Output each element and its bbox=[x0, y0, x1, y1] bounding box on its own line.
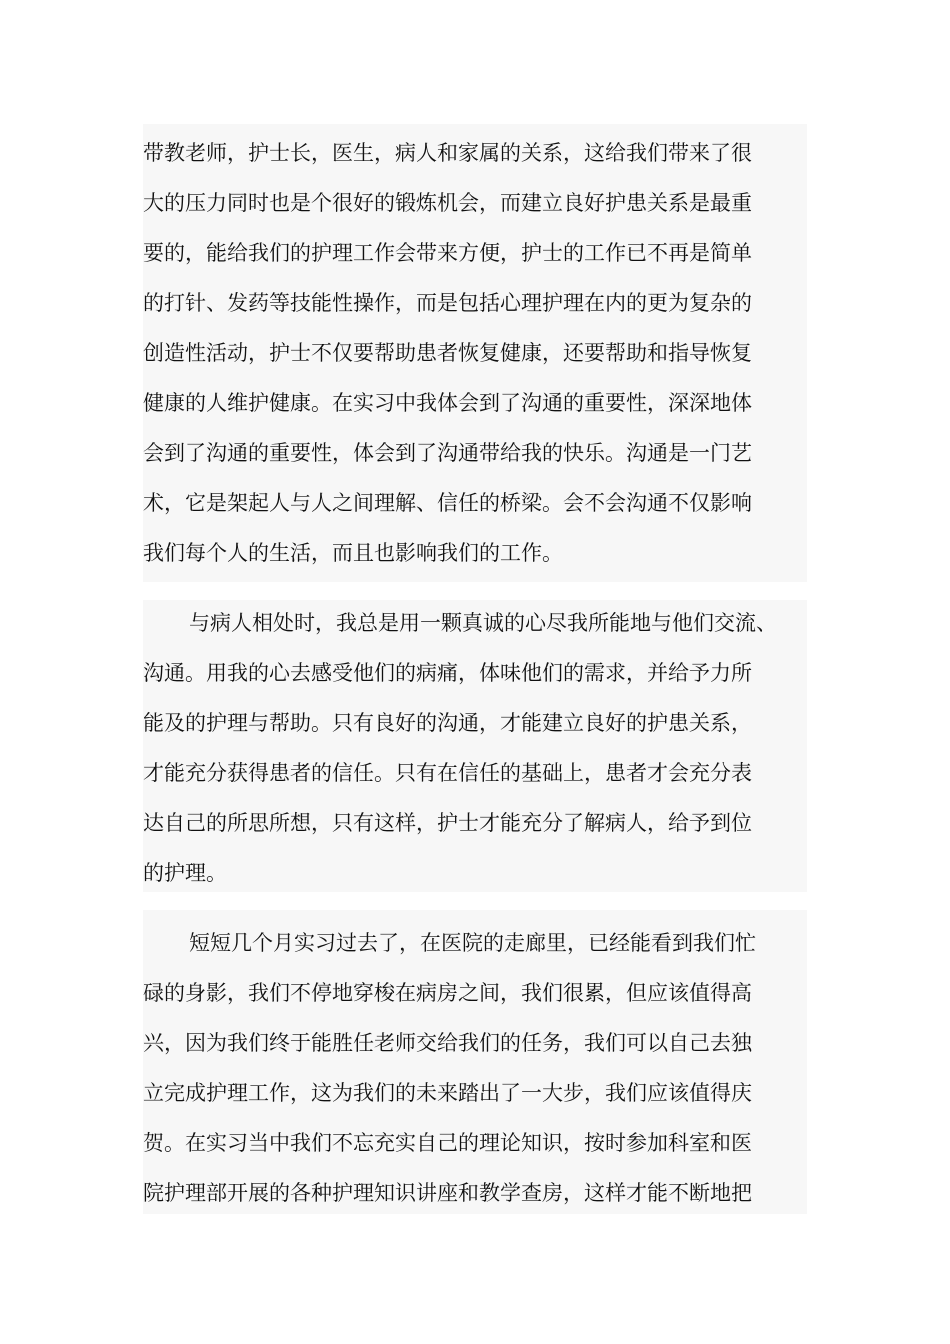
paragraph-3-line-3: 兴，因为我们终于能胜任老师交给我们的任务，我们可以自己去独 bbox=[143, 1031, 752, 1055]
paragraph-2-line-5: 达自己的所思所想，只有这样，护士才能充分了解病人，给予到位 bbox=[143, 811, 752, 835]
paragraph-1-line-2: 大的压力同时也是个很好的锻炼机会，而建立良好护患关系是最重 bbox=[143, 191, 752, 215]
paragraph-1-line-8: 术，它是架起人与人之间理解、信任的桥梁。会不会沟通不仅影响 bbox=[143, 491, 752, 515]
paragraph-1-line-1: 带教老师，护士长，医生，病人和家属的关系，这给我们带来了很 bbox=[143, 141, 752, 165]
paragraph-3-line-6: 院护理部开展的各种护理知识讲座和教学查房，这样才能不断地把 bbox=[143, 1181, 752, 1205]
paragraph-2-background bbox=[143, 600, 807, 892]
paragraph-1-line-7: 会到了沟通的重要性，体会到了沟通带给我的快乐。沟通是一门艺 bbox=[143, 441, 752, 465]
paragraph-2-line-3: 能及的护理与帮助。只有良好的沟通，才能建立良好的护患关系， bbox=[143, 711, 752, 735]
paragraph-1-line-5: 创造性活动，护士不仅要帮助患者恢复健康，还要帮助和指导恢复 bbox=[143, 341, 752, 365]
paragraph-2-line-4: 才能充分获得患者的信任。只有在信任的基础上，患者才会充分表 bbox=[143, 761, 752, 785]
paragraph-1-line-4: 的打针、发药等技能性操作，而是包括心理护理在内的更为复杂的 bbox=[143, 291, 752, 315]
paragraph-1-line-6: 健康的人维护健康。在实习中我体会到了沟通的重要性，深深地体 bbox=[143, 391, 752, 415]
paragraph-3-line-4: 立完成护理工作，这为我们的未来踏出了一大步，我们应该值得庆 bbox=[143, 1081, 752, 1105]
paragraph-3-line-1: 短短几个月实习过去了，在医院的走廊里，已经能看到我们忙 bbox=[189, 931, 756, 955]
paragraph-3-line-5: 贺。在实习当中我们不忘充实自己的理论知识，按时参加科室和医 bbox=[143, 1131, 752, 1155]
paragraph-2-line-6: 的护理。 bbox=[143, 861, 227, 885]
paragraph-1-line-3: 要的，能给我们的护理工作会带来方便，护士的工作已不再是简单 bbox=[143, 241, 752, 265]
paragraph-3-line-2: 碌的身影，我们不停地穿梭在病房之间，我们很累，但应该值得高 bbox=[143, 981, 752, 1005]
paragraph-1-line-9: 我们每个人的生活，而且也影响我们的工作。 bbox=[143, 541, 563, 565]
paragraph-2-line-2: 沟通。用我的心去感受他们的病痛，体味他们的需求，并给予力所 bbox=[143, 661, 752, 685]
paragraph-2-line-1: 与病人相处时，我总是用一颗真诚的心尽我所能地与他们交流、 bbox=[189, 611, 777, 635]
